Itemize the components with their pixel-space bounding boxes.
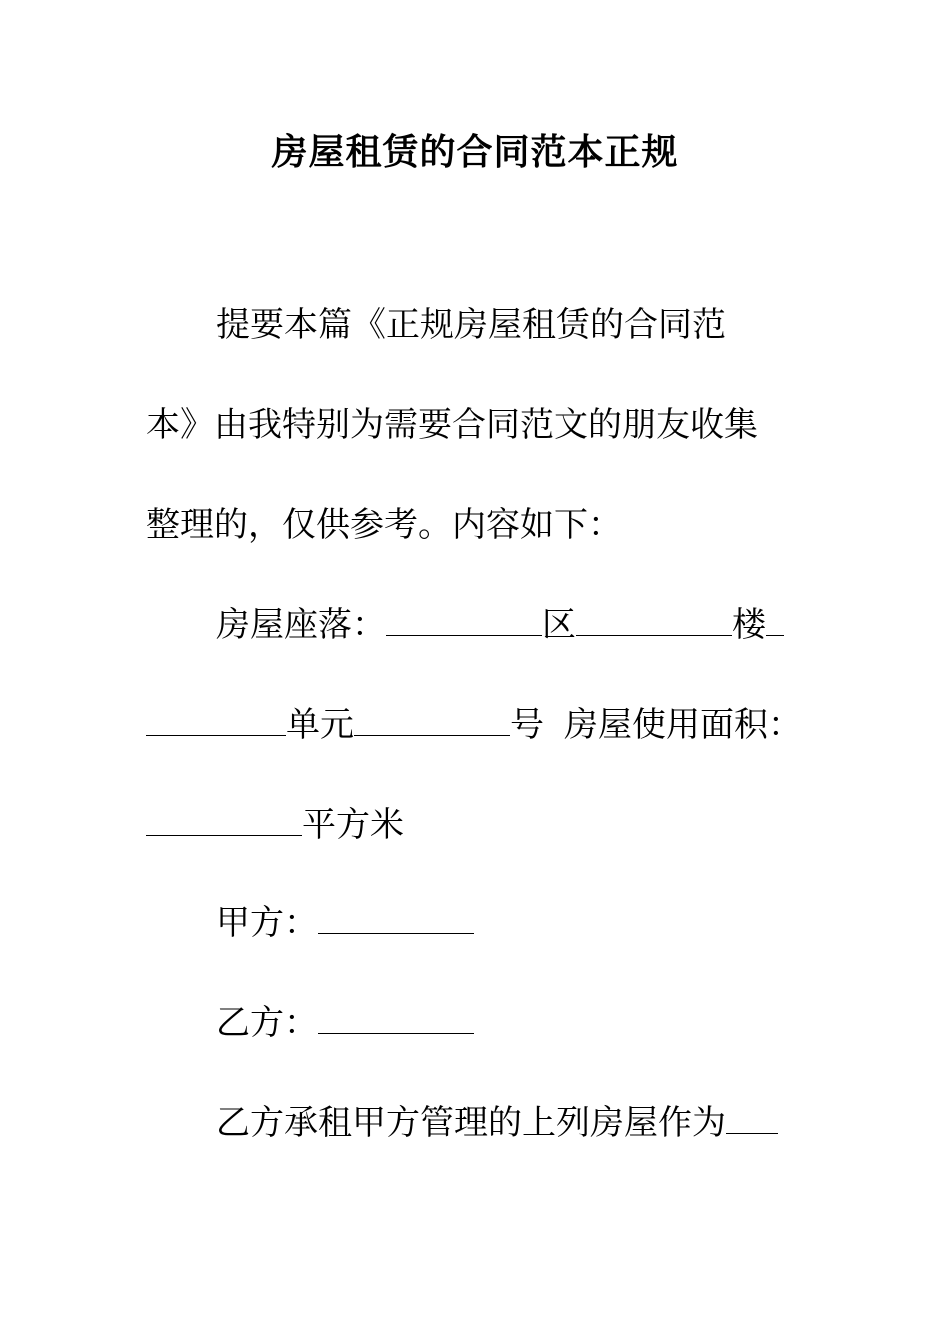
party-b-blank <box>318 1003 474 1034</box>
building-label: 楼 <box>732 605 766 645</box>
unit-blank <box>146 705 286 736</box>
location-line-3 <box>146 802 404 848</box>
unit-blank-start <box>766 605 784 636</box>
summary-line-2: 本》由我特别为需要合同范文的朋友收集 <box>146 405 758 445</box>
party-a-line <box>216 900 474 946</box>
document-title: 房屋租赁的合同范本正规 <box>271 132 679 173</box>
number-label: 号 <box>510 705 544 745</box>
area-blank <box>146 805 302 836</box>
location-line-1 <box>216 602 784 648</box>
district-label: 区 <box>542 605 576 645</box>
summary-line-1: 提要本篇《正规房屋租赁的合同范 <box>216 305 726 345</box>
area-unit: 平方米 <box>302 805 404 845</box>
building-blank <box>576 605 732 636</box>
location-label: 房屋座落： <box>216 605 386 645</box>
area-label: 房屋使用面积： <box>564 705 802 745</box>
clause-text: 乙方承租甲方管理的上列房屋作为 <box>216 1103 726 1143</box>
summary-line-3: 整理的，仅供参考。内容如下： <box>146 505 622 545</box>
party-a-blank <box>318 903 474 934</box>
location-line-2 <box>146 702 802 748</box>
unit-label: 单元 <box>286 705 354 745</box>
party-b-label: 乙方： <box>216 1003 318 1043</box>
clause-line <box>216 1100 778 1146</box>
party-b-line <box>216 1000 474 1046</box>
district-blank <box>386 605 542 636</box>
party-a-label: 甲方： <box>216 903 318 943</box>
number-blank <box>354 705 510 736</box>
purpose-blank <box>726 1103 778 1134</box>
